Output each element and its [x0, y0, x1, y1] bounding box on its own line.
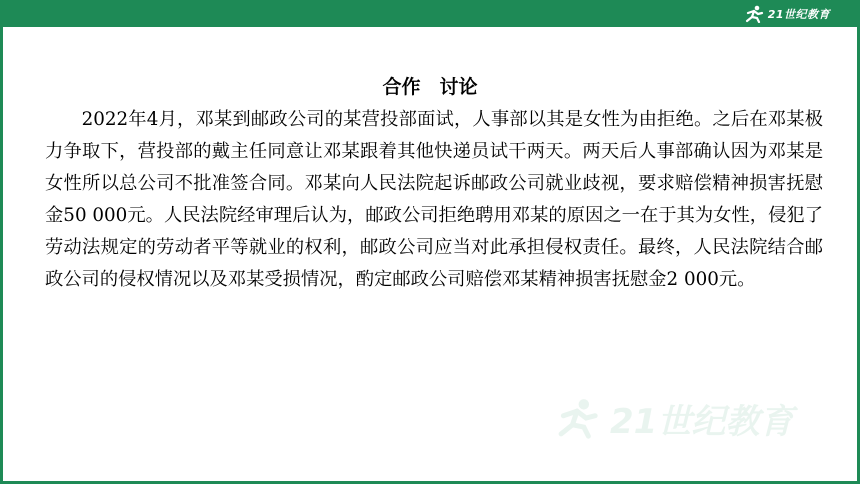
watermark — [552, 388, 832, 448]
runner-icon — [743, 5, 765, 23]
watermark-runner-icon — [552, 393, 602, 443]
brand-logo — [743, 3, 830, 24]
logo-text: 21世纪教育 — [767, 7, 830, 21]
section-title: 合作 讨论 — [382, 76, 478, 98]
header-bar — [0, 0, 860, 27]
case-paragraph: 2022年4月，邓某到邮政公司的某营投部面试，人事部以其是女性为由拒绝。之后在邓某极力争取下，营投部的戴主任同意让邓某跟着其他快递员试干两天。两天后人事部确认因为邓某是女性所以总公司不批准签合同。邓某向人民法院起诉邮政公司就业歧视，要求赔偿精神损害抚慰金50 000元。人民法院经审理后认为，邮政公司拒绝聘用邓某的原因之一在于其为女性，侵犯了劳动法规定的劳动者平等就业的权利，邮政公司应当对此承担侵权责任。最终，人民法院结合邮政公司的侵权情况以及邓某受损情况，酌定邮政公司赔偿邓某精神损害抚慰金2 000元。 — [45, 109, 823, 290]
watermark-text: 21世纪教育 — [610, 401, 794, 442]
